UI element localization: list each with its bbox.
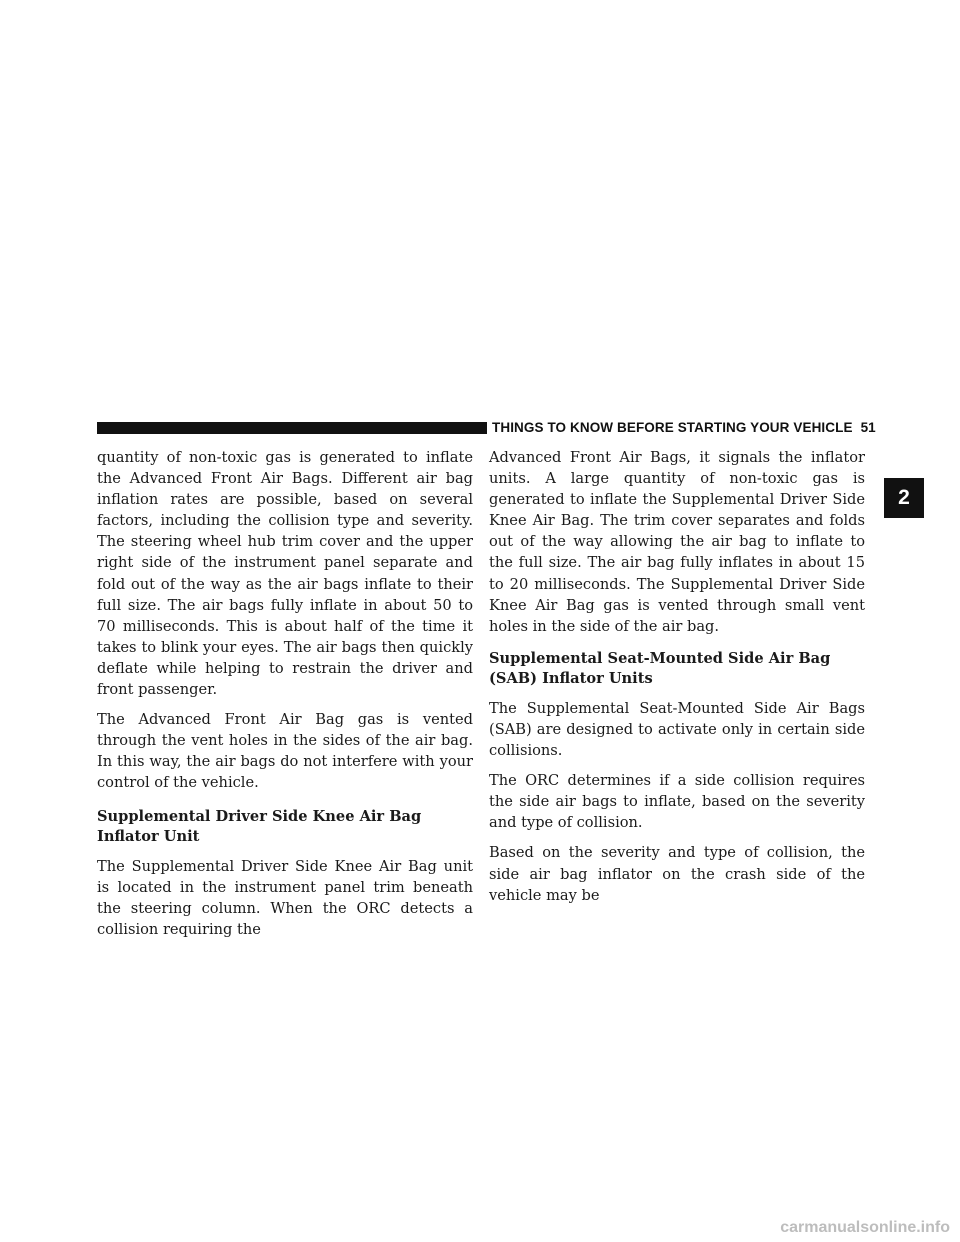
page-number: 51 bbox=[860, 420, 876, 435]
paragraph: quantity of non-toxic gas is generated to inflate the Advanced Front Air Bags. Different air bag inflation rates are possible, based on several factors, including the collision type and severity. The steering wheel hub trim cover and the upper right side of the instrument panel separate and fold out of the way as the air bags inflate to their full size. The air bags fully inflate in about 50 to 70 milliseconds. This is about half of the time it takes to blink your eyes. The air bags then quickly deflate while helping to restrain the driver and front passenger. bbox=[97, 449, 473, 699]
paragraph: The Supplemental Seat-Mounted Side Air Bags (SAB) are designed to activate only in certain side collisions. bbox=[489, 699, 865, 760]
section-heading: Supplemental Driver Side Knee Air Bag Inflator Unit bbox=[97, 807, 422, 845]
paragraph: The Supplemental Driver Side Knee Air Bag unit is located in the instrument panel trim beneath the steering column. When the ORC detects a collision requiring the bbox=[97, 857, 473, 938]
section-title: THINGS TO KNOW BEFORE STARTING YOUR VEHICLE bbox=[492, 420, 853, 435]
right-column bbox=[489, 447, 865, 915]
left-column bbox=[97, 447, 473, 949]
running-header bbox=[492, 419, 876, 437]
paragraph: The Advanced Front Air Bag gas is vented through the vent holes in the sides of the air bag. In this way, the air bags do not interfere with your control of the vehicle. bbox=[97, 711, 473, 792]
paragraph: Based on the severity and type of collision, the side air bag inflator on the crash side of the vehicle may be bbox=[489, 844, 865, 904]
watermark: carmanualsonline.info bbox=[780, 1219, 950, 1236]
paragraph: The ORC determines if a side collision requires the side air bags to inflate, based on the severity and type of collision. bbox=[489, 772, 865, 832]
chapter-tab: 2 bbox=[884, 478, 924, 518]
paragraph: Advanced Front Air Bags, it signals the inflator units. A large quantity of non-toxic gas is generated to inflate the Supplemental Driver Side Knee Air Bag. The trim cover separates and folds out of the way allowing the air bag to inflate to the full size. The air bag fully inflates in about 15 to 20 milliseconds. The Supplemental Driver Side Knee Air Bag gas is vented through small vent holes in the side of the air bag. bbox=[489, 449, 865, 635]
header-rule-bar bbox=[97, 422, 487, 434]
section-heading: Supplemental Seat-Mounted Side Air Bag (SAB) Inflator Units bbox=[489, 649, 831, 687]
